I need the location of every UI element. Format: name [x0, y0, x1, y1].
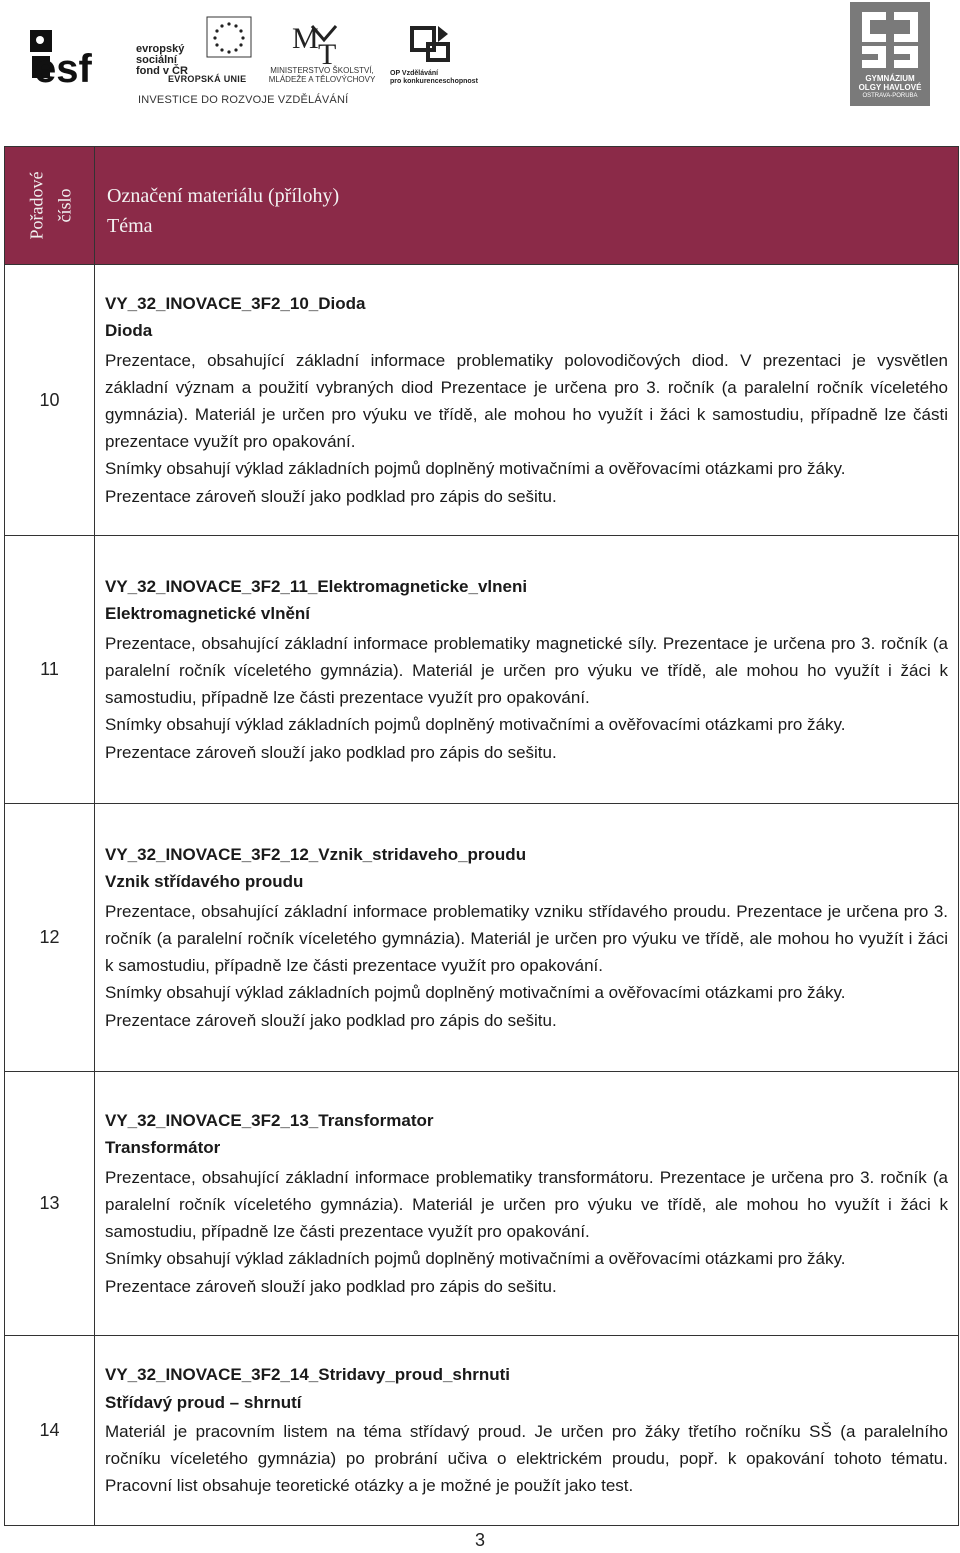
- table-row: [5, 1072, 959, 1336]
- esf-line-2: sociální: [136, 54, 177, 66]
- page-number: 3: [474, 1530, 485, 1550]
- table-row: [5, 1336, 959, 1526]
- table-row: [5, 265, 959, 536]
- material-description: Prezentace, obsahující základní informace problematiky magnetické síly. Prezentace je určena pro 3. ročník (a paralelní ročník víceletého gymnázia). Materiál je určen pro výuku ve třídě, ale mohou ho využít i žáci k samostudiu, případně lze části prezentace využít pro opakování.: [105, 633, 948, 708]
- op-label: [390, 70, 490, 86]
- gym-line-3: OSTRAVA-PORUBA: [862, 93, 918, 99]
- material-description: Prezentace, obsahující základní informace problematiky vzniku střídavého proudu. Prezentace je určena pro 3. ročník (a paralelní ročník víceletého gymnázia). Materiál je určen pro výuku ve třídě, ale mohou ho využít i žáci k samostudiu, případně lze části prezentace využít pro opakování.: [105, 901, 948, 976]
- material-topic: Dioda: [105, 321, 153, 341]
- material-topic: Střídavý proud – shrnutí: [105, 1392, 302, 1412]
- row-number: 14: [5, 1336, 95, 1526]
- row-content: [95, 1336, 959, 1526]
- row-content: [95, 1072, 959, 1336]
- material-description-2: Snímky obsahují výklad základních pojmů doplněný motivačními a ověřovacími otázkami pro žáky.: [105, 715, 846, 735]
- material-description-3: Prezentace zároveň slouží jako podklad pro zápis do sešitu.: [105, 486, 557, 506]
- material-code: VY_32_INOVACE_3F2_10_Dioda: [105, 294, 366, 314]
- header-number-cell: [5, 147, 95, 265]
- table-row: [5, 804, 959, 1072]
- esf-logo-icon: [28, 20, 110, 86]
- material-topic: Elektromagnetické vlnění: [105, 604, 311, 624]
- material-code: VY_32_INOVACE_3F2_11_Elektromagneticke_vlneni: [105, 577, 528, 597]
- material-code: VY_32_INOVACE_3F2_13_Transformator: [105, 1111, 434, 1131]
- investice-slogan: INVESTICE DO ROZVOJE VZDĚLÁVÁNÍ: [138, 94, 349, 106]
- header-topic-label: Téma: [107, 214, 153, 237]
- gymnazium-emblem-icon: [856, 6, 924, 74]
- gym-line-2: OLGY HAVLOVÉ: [858, 83, 922, 92]
- op-logo-icon: [408, 24, 454, 64]
- gym-line-1: GYMNÁZIUM: [865, 74, 915, 83]
- row-content: [95, 536, 959, 804]
- esf-line-1: evropský: [136, 43, 185, 55]
- eu-label: EVROPSKÁ UNIE: [168, 74, 247, 84]
- msmt-logo-icon: [290, 18, 352, 68]
- material-code: VY_32_INOVACE_3F2_12_Vznik_stridaveho_proudu: [105, 845, 527, 865]
- material-code: VY_32_INOVACE_3F2_14_Stridavy_proud_shrnuti: [105, 1365, 511, 1385]
- gymnazium-logo: [850, 2, 930, 106]
- header-title-label: Označení materiálu (přílohy): [107, 184, 340, 207]
- table-row: [5, 536, 959, 804]
- header-logos: [0, 0, 960, 120]
- msmt-line-2: MLÁDEŽE A TĚLOVÝCHOVY: [268, 75, 376, 84]
- header-title-cell: [95, 147, 959, 265]
- svg-text:M: M: [292, 22, 319, 55]
- material-description-2: Snímky obsahují výklad základních pojmů doplněný motivačními a ověřovacími otázkami pro žáky.: [105, 983, 846, 1003]
- row-content: [95, 265, 959, 536]
- material-description-2: Snímky obsahují výklad základních pojmů doplněný motivačními a ověřovacími otázkami pro žáky.: [105, 459, 846, 479]
- material-description: Materiál je pracovním listem na téma střídavý proud. Je určen pro žáky třetího ročníku SŠ (a paralelního ročníku víceletého gymnázia) po probrání učiva o elektrickém proudu, popř. k opakování tohoto tématu. Pracovní list obsahuje teoretické otázky a je možné je použít jako test.: [105, 1421, 948, 1496]
- material-description-2: Snímky obsahují výklad základních pojmů doplněný motivačními a ověřovacími otázkami pro žáky.: [105, 1249, 846, 1269]
- material-description-3: Prezentace zároveň slouží jako podklad pro zápis do sešitu.: [105, 1010, 557, 1030]
- row-number: 11: [5, 536, 95, 804]
- msmt-label: [252, 66, 392, 84]
- table-header-row: [5, 147, 959, 265]
- material-description-3: Prezentace zároveň slouží jako podklad pro zápis do sešitu.: [105, 1276, 557, 1296]
- row-content: [95, 804, 959, 1072]
- msmt-line-1: MINISTERSTVO ŠKOLSTVÍ,: [270, 66, 374, 75]
- material-description: Prezentace, obsahující základní informace problematiky transformátoru. Prezentace je určena pro 3. ročník (a paralelní ročník víceletého gymnázia). Materiál je určen pro výuku ve třídě, ale mohou ho využít i žáci k samostudiu, případně lze části prezentace využít pro opakování.: [105, 1167, 948, 1242]
- op-line-2: pro konkurenceschopnost: [390, 78, 478, 85]
- esf-label: [136, 44, 188, 77]
- esf-logo-group: [28, 14, 488, 114]
- material-topic: Transformátor: [105, 1138, 221, 1158]
- materials-table: [4, 146, 959, 1526]
- row-number: 13: [5, 1072, 95, 1336]
- material-description-3: Prezentace zároveň slouží jako podklad pro zápis do sešitu.: [105, 742, 557, 762]
- op-line-1: OP Vzdělávání: [390, 70, 439, 77]
- gymnazium-label: [850, 74, 930, 101]
- row-number: 12: [5, 804, 95, 1072]
- header-number-label-1: Pořadové: [26, 171, 47, 240]
- material-topic: Vznik střídavého proudu: [105, 872, 304, 892]
- svg-text:T: T: [318, 38, 337, 68]
- svg-text:esf: esf: [34, 47, 92, 86]
- row-number: 10: [5, 265, 95, 536]
- material-description: Prezentace, obsahující základní informace problematiky polovodičových diod. V prezentaci je vysvětlen základní význam a použití vybraných diod Prezentace je určena pro 3. ročník (a paralelní ročník víceletého gymnázia). Materiál je určen pro výuku ve třídě, ale mohou ho využít i žáci k samostudiu, případně lze části prezentace využít pro opakování.: [105, 350, 948, 452]
- eu-flag-icon: [206, 16, 252, 66]
- esf-line-3: fond v ČR: [136, 65, 188, 77]
- header-number-label-2: číslo: [54, 188, 75, 223]
